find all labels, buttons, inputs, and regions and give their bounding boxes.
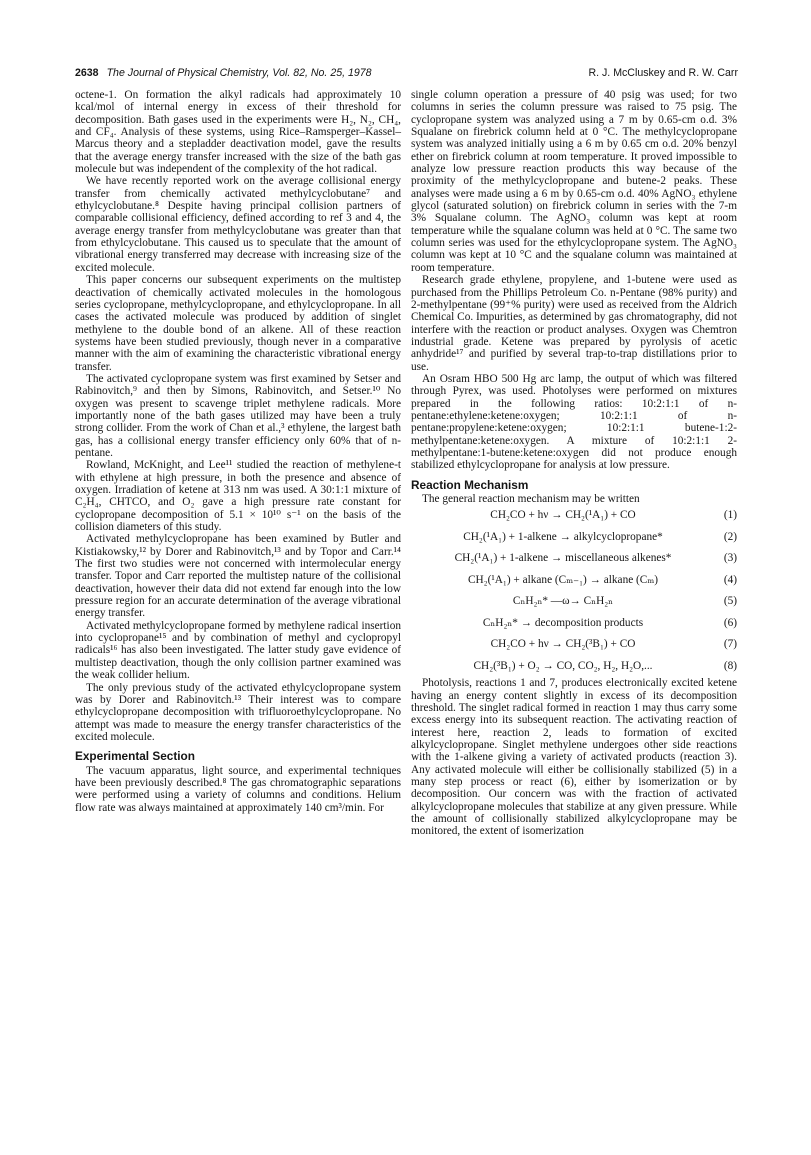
paragraph: An Osram HBO 500 Hg arc lamp, the output of which was filtered through Pyrex, was used. Photolyses were performed on mixtures prepared in the following ratios: 10:2:1:1 of n-pentane:ethylene:ketene:oxygen; 10:2:1:1 of n-pentane:propylene:ketene:oxygen; 10:2:1:1 butene-1:2-methylpentane:ketene:oxygen. A mixture of 10:2:1:1 2-methylpentane:1-butene:ketene:oxygen did not produce enough stabilized ethylcyclopropane for analysis at low pressure. [411, 372, 737, 472]
paragraph: The vacuum apparatus, light source, and experimental techniques have been previously described.⁸ The gas chromatographic separations were performed using a variety of columns and conditions. Helium flow rate was always maintained at approximately 140 cm³/min. For [75, 764, 401, 814]
equation-number: (8) [723, 659, 737, 672]
journal-citation: The Journal of Physical Chemistry, Vol. 82, No. 25, 1978 [106, 67, 372, 79]
equation-number: (1) [723, 509, 737, 522]
paragraph: Activated methylcyclopropane has been examined by Butler and Kistiakowsky,¹² by Dorer and Rabinovitch,¹³ and by Topor and Carr.¹⁴ The first two studies were not concerned with intermolecular energy transfer. Topor and Carr reported the multistep nature of the collisional deactivation, however their data did not extend far enough into the low pressure region for an accurate determination of the average vibrational energy transfer. [75, 533, 401, 620]
running-authors: R. J. McCluskey and R. W. Carr [588, 67, 738, 79]
equation-number: (5) [723, 595, 737, 608]
paragraph: octene-1. On formation the alkyl radicals had approximately 10 kcal/mol of internal energy in excess of their threshold for decomposition. Bath gases used in the experiments were H₂, N₂, CH₄, and CF₄. Analysis of these systems, using Rice–Ramsperger–Kassel–Marcus theory and a stepladder deactivation model, gave the results that the average energy transfer increased with the size of the bath gas molecule but was independent of the complexity of the hot radical. [75, 89, 401, 176]
equation-text: CH₂CO + hν → CH₂(³B₁) + CO [490, 638, 636, 651]
mechanism-intro: The general reaction mechanism may be written [422, 493, 640, 505]
equation [411, 548, 737, 570]
equation-text: CₙH₂ₙ* —ω→ CₙH₂ₙ [512, 595, 614, 608]
equation-number: (7) [723, 638, 737, 651]
equation-text: CH₂(¹A₁) + 1-alkene → miscellaneous alkenes* [454, 552, 672, 565]
paragraph: The only previous study of the activated ethylcyclopropane system was by Dorer and Rabinovitch.¹³ Their interest was to compare ethylcyclopropane decomposition with trifluoroethylcyclopropane. No attempt was made to measure the energy transfer characteristics of the excited molecule. [75, 681, 401, 743]
equation-list [411, 505, 737, 677]
left-column [75, 89, 401, 814]
equation-number: (2) [723, 530, 737, 543]
equation [411, 634, 737, 656]
section-heading-mechanism: Reaction Mechanism [411, 477, 529, 492]
equation-text: CH₂(³B₁) + O₂ → CO, CO₂, H₂, H₂O,... [473, 659, 653, 672]
equation-text: CH₂(¹A₁) + alkane (Cₘ₋₁) → alkane (Cₘ) [467, 573, 659, 586]
equation-text: CH₂(¹A₁) + 1-alkene → alkylcyclopropane* [463, 530, 663, 543]
paragraph: Photolysis, reactions 1 and 7, produces electronically excited ketene having an energy content slightly in excess of its decomposition threshold. The singlet radical formed in reaction 1 may thus carry some excess energy into its subsequent reaction. The activating reaction of interest here, reaction 2, leads to formation of excited alkylcyclopropane. Singlet methylene undergoes other side reactions with the 1-alkene giving a variety of activated products (reaction 3). Any activated molecule will either be collisionally stabilized (5) in a many step process or react (6), either by isomerization or by decomposition. Our concern was with the fraction of activated alkylcyclopropane molecules that stabilize at any given pressure. While the amount of collisionally stabilized alkylcyclopropane may be monitored, the extent of isomerization [411, 677, 737, 838]
section-heading-experimental: Experimental Section [75, 749, 195, 764]
paragraph: The activated cyclopropane system was first examined by Setser and Rabinovitch,⁹ and then by Simons, Rabinovitch, and Setser.¹⁰ No oxygen was present to scavenge triplet methylene radicals. More importantly none of the bath gases utilized may have been a truly strong collider. From the work of Chan et al.,³ ethylene, the largest bath gas, has a collisional energy transfer efficiency only 60% that of n-pentane. [75, 372, 401, 459]
equation [411, 613, 737, 635]
right-column [411, 89, 737, 838]
paragraph: Rowland, McKnight, and Lee¹¹ studied the reaction of methylene-t with ethylene at high pressure, in both the presence and absence of oxygen. Irradiation of ketene at 313 nm was used. A 30:1:1 mixture of C₂H₄, CHTCO, and O₂ gave a high pressure rate constant for cyclopropane decomposition of 5.1 × 10¹⁰ s⁻¹ on the basis of the collision diameters of this study. [75, 459, 401, 534]
paragraph: We have recently reported work on the average collisional energy transfer from chemically activated methylcyclobutane⁷ and ethylcyclobutane.⁸ Despite having principal collision partners of comparable collisional efficiency, defined according to ref 3 and 4, the average energy transfer from methylcyclobutane was greater than that from ethylcyclobutane. This caused us to speculate that the amount of vibrational energy transferred may decrease with increasing size of the excited molecule. [75, 175, 401, 274]
equation [411, 591, 737, 613]
equation [411, 656, 737, 678]
paragraph: Activated methylcyclopropane formed by methylene radical insertion into cyclopropane¹⁵ and by combination of methyl and cyclopropyl radicals¹⁶ has also been investigated. The latter study gave evidence of multistep deactivation, though the only collision partner examined was the weak collider helium. [75, 619, 401, 682]
paragraph: single column operation a pressure of 40 psig was used; for two columns in series the column pressure was raised to 75 psig. The cyclopropane system was analyzed using a 7 m by 0.65-cm o.d. 3% Squalane on firebrick column held at 0 °C. The methylcyclopropane system was analyzed initially using a 6 m by 0.65 cm o.d. 20% benzyl ether on firebrick column at room temperature. It proved impossible to analyze low pressure reaction products this way because of the proximity of the methylcyclopropane and butene-2 peaks. These analyses were made using a 6 m by 0.65-cm o.d. 40% AgNO₃ ethylene glycol (saturated solution) on firebrick column in series with the 7-m 3% Squalane column. The AgNO₃ column was kept at room temperature while the squalane column was held at 0 °C. The same two column series was used for the ethylcyclopropane system. The AgNO₃ column was kept at 10 °C and the squalane column was maintained at room temperature. [411, 89, 737, 274]
page-number: 2638 [75, 67, 99, 79]
equation [411, 570, 737, 592]
equation-text: CH₂CO + hν → CH₂(¹A₁) + CO [490, 509, 636, 522]
equation-number: (4) [723, 573, 737, 586]
paragraph: This paper concerns our subsequent experiments on the multistep deactivation of chemically activated molecules in the homologous series cyclopropane, methylcyclopropane, and ethylcyclopropane. In all cases the activated molecule was produced by addition of singlet methylene to the double bond of an alkene. All of these reaction systems have been studied previously, though never in a comparative manner with the aim of examining the characteristic vibrational energy transfer. [75, 274, 401, 373]
equation [411, 505, 737, 527]
equation [411, 527, 737, 549]
equation-number: (6) [723, 616, 737, 629]
paragraph: Research grade ethylene, propylene, and 1-butene were used as purchased from the Phillips Petroleum Co. n-Pentane (98% purity) and 2-methylpentane (99⁺% purity) were used as received from the Aldrich Chemical Co. Impurities, as determined by gas chromatography, did not interfere with the reaction or product analyses. Oxygen was Chemtron industrial grade. Ketene was prepared by pyrolysis of acetic anhydride¹⁷ and purified by several trap-to-trap distillations prior to use. [411, 274, 737, 373]
running-header [75, 67, 738, 83]
equation-number: (3) [723, 552, 737, 565]
equation-text: CₙH₂ₙ* → decomposition products [482, 616, 644, 629]
